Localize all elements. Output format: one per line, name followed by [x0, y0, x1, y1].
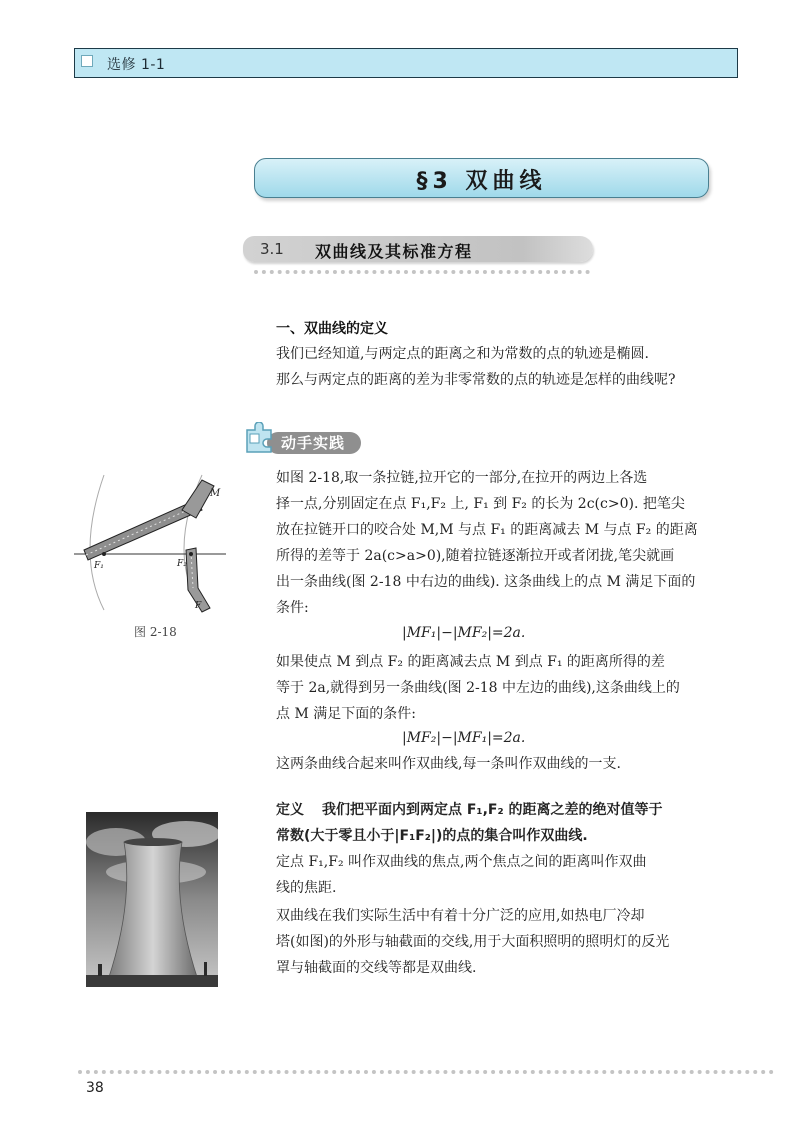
formula-2: |MF₂|−|MF₁|=2a.	[402, 730, 526, 746]
subsection-title: 双曲线及其标准方程	[315, 242, 473, 261]
footer-dotted-divider	[78, 1070, 774, 1074]
part1-heading: 一、双曲线的定义	[276, 321, 388, 337]
application-line-2: 塔(如图)的外形与轴截面的交线,用于大面积照明的照明灯的反光	[276, 934, 670, 950]
section-title: §3 双曲线	[416, 169, 547, 194]
activity-line-3: 放在拉链开口的咬合处 M,M 与点 F₁ 的距离减去 M 与点 F₂ 的距离	[276, 522, 698, 538]
activity-line-6: 条件:	[276, 600, 309, 616]
activity-line-4: 所得的差等于 2a(c>a>0),随着拉链逐渐拉开或者闭拢,笔尖就画	[276, 548, 675, 564]
activity-line-8: 等于 2a,就得到另一条曲线(图 2-18 中左边的曲线),这条曲线上的	[276, 680, 680, 696]
formula-1: |MF₁|−|MF₂|=2a.	[402, 625, 526, 641]
definition-term: 定义	[276, 802, 304, 818]
label-f1: F₁	[94, 561, 104, 571]
figure-caption: 图 2-18	[134, 625, 177, 639]
header-square-icon	[81, 55, 93, 67]
activity-line-5: 出一条曲线(图 2-18 中右边的曲线). 这条曲线上的点 M 满足下面的	[276, 574, 696, 590]
intro-line-2: 那么与两定点的距离的差为非零常数的点的轨迹是怎样的曲线呢?	[276, 372, 676, 388]
application-line-3: 罩与轴截面的交线等都是双曲线.	[276, 960, 477, 976]
definition-line-1: 我们把平面内到两定点 F₁,F₂ 的距离之差的绝对值等于	[322, 802, 663, 818]
label-f2: F₂	[177, 559, 187, 569]
definition-line-3: 定点 F₁,F₂ 叫作双曲线的焦点,两个焦点之间的距离叫作双曲	[276, 854, 647, 870]
subsection-bar	[243, 236, 593, 262]
activity-line-2: 择一点,分别固定在点 F₁,F₂ 上, F₁ 到 F₂ 的长为 2c(c>0). 把笔尖	[276, 496, 685, 512]
activity-line-9: 点 M 满足下面的条件:	[276, 706, 416, 722]
activity-closing: 这两条曲线合起来叫作双曲线,每一条叫作双曲线的一支.	[276, 756, 621, 772]
intro-line-1: 我们已经知道,与两定点的距离之和为常数的点的轨迹是椭圆.	[276, 346, 649, 362]
header-label: 选修 1-1	[107, 57, 166, 73]
label-m: M	[210, 488, 221, 499]
subsection-number: 3.1	[260, 240, 284, 258]
application-line-1: 双曲线在我们实际生活中有着十分广泛的应用,如热电厂冷却	[276, 908, 645, 924]
hands-on-label	[241, 422, 365, 456]
puzzle-icon	[241, 422, 275, 454]
hands-on-text: 动手实践	[281, 434, 346, 452]
focus-f2-point	[189, 552, 193, 556]
definition-line-2: 常数(大于零且小于|F₁F₂|)的点的集合叫作双曲线.	[276, 828, 588, 844]
activity-line-7: 如果使点 M 到点 F₂ 的距离减去点 M 到点 F₁ 的距离所得的差	[276, 654, 665, 670]
activity-line-1: 如图 2-18,取一条拉链,拉开它的一部分,在拉开的两边上各选	[276, 470, 648, 486]
cooling-tower-photo	[86, 812, 218, 987]
page-number: 38	[86, 1080, 104, 1096]
section-banner	[254, 158, 709, 198]
header-bar	[74, 48, 738, 78]
label-f: F	[195, 601, 202, 611]
zipper-right-strip	[182, 480, 214, 612]
focus-f1-point	[102, 552, 106, 556]
dotted-divider	[254, 270, 590, 274]
definition-line-4: 线的焦距.	[276, 880, 337, 896]
figure-2-18	[74, 470, 234, 615]
